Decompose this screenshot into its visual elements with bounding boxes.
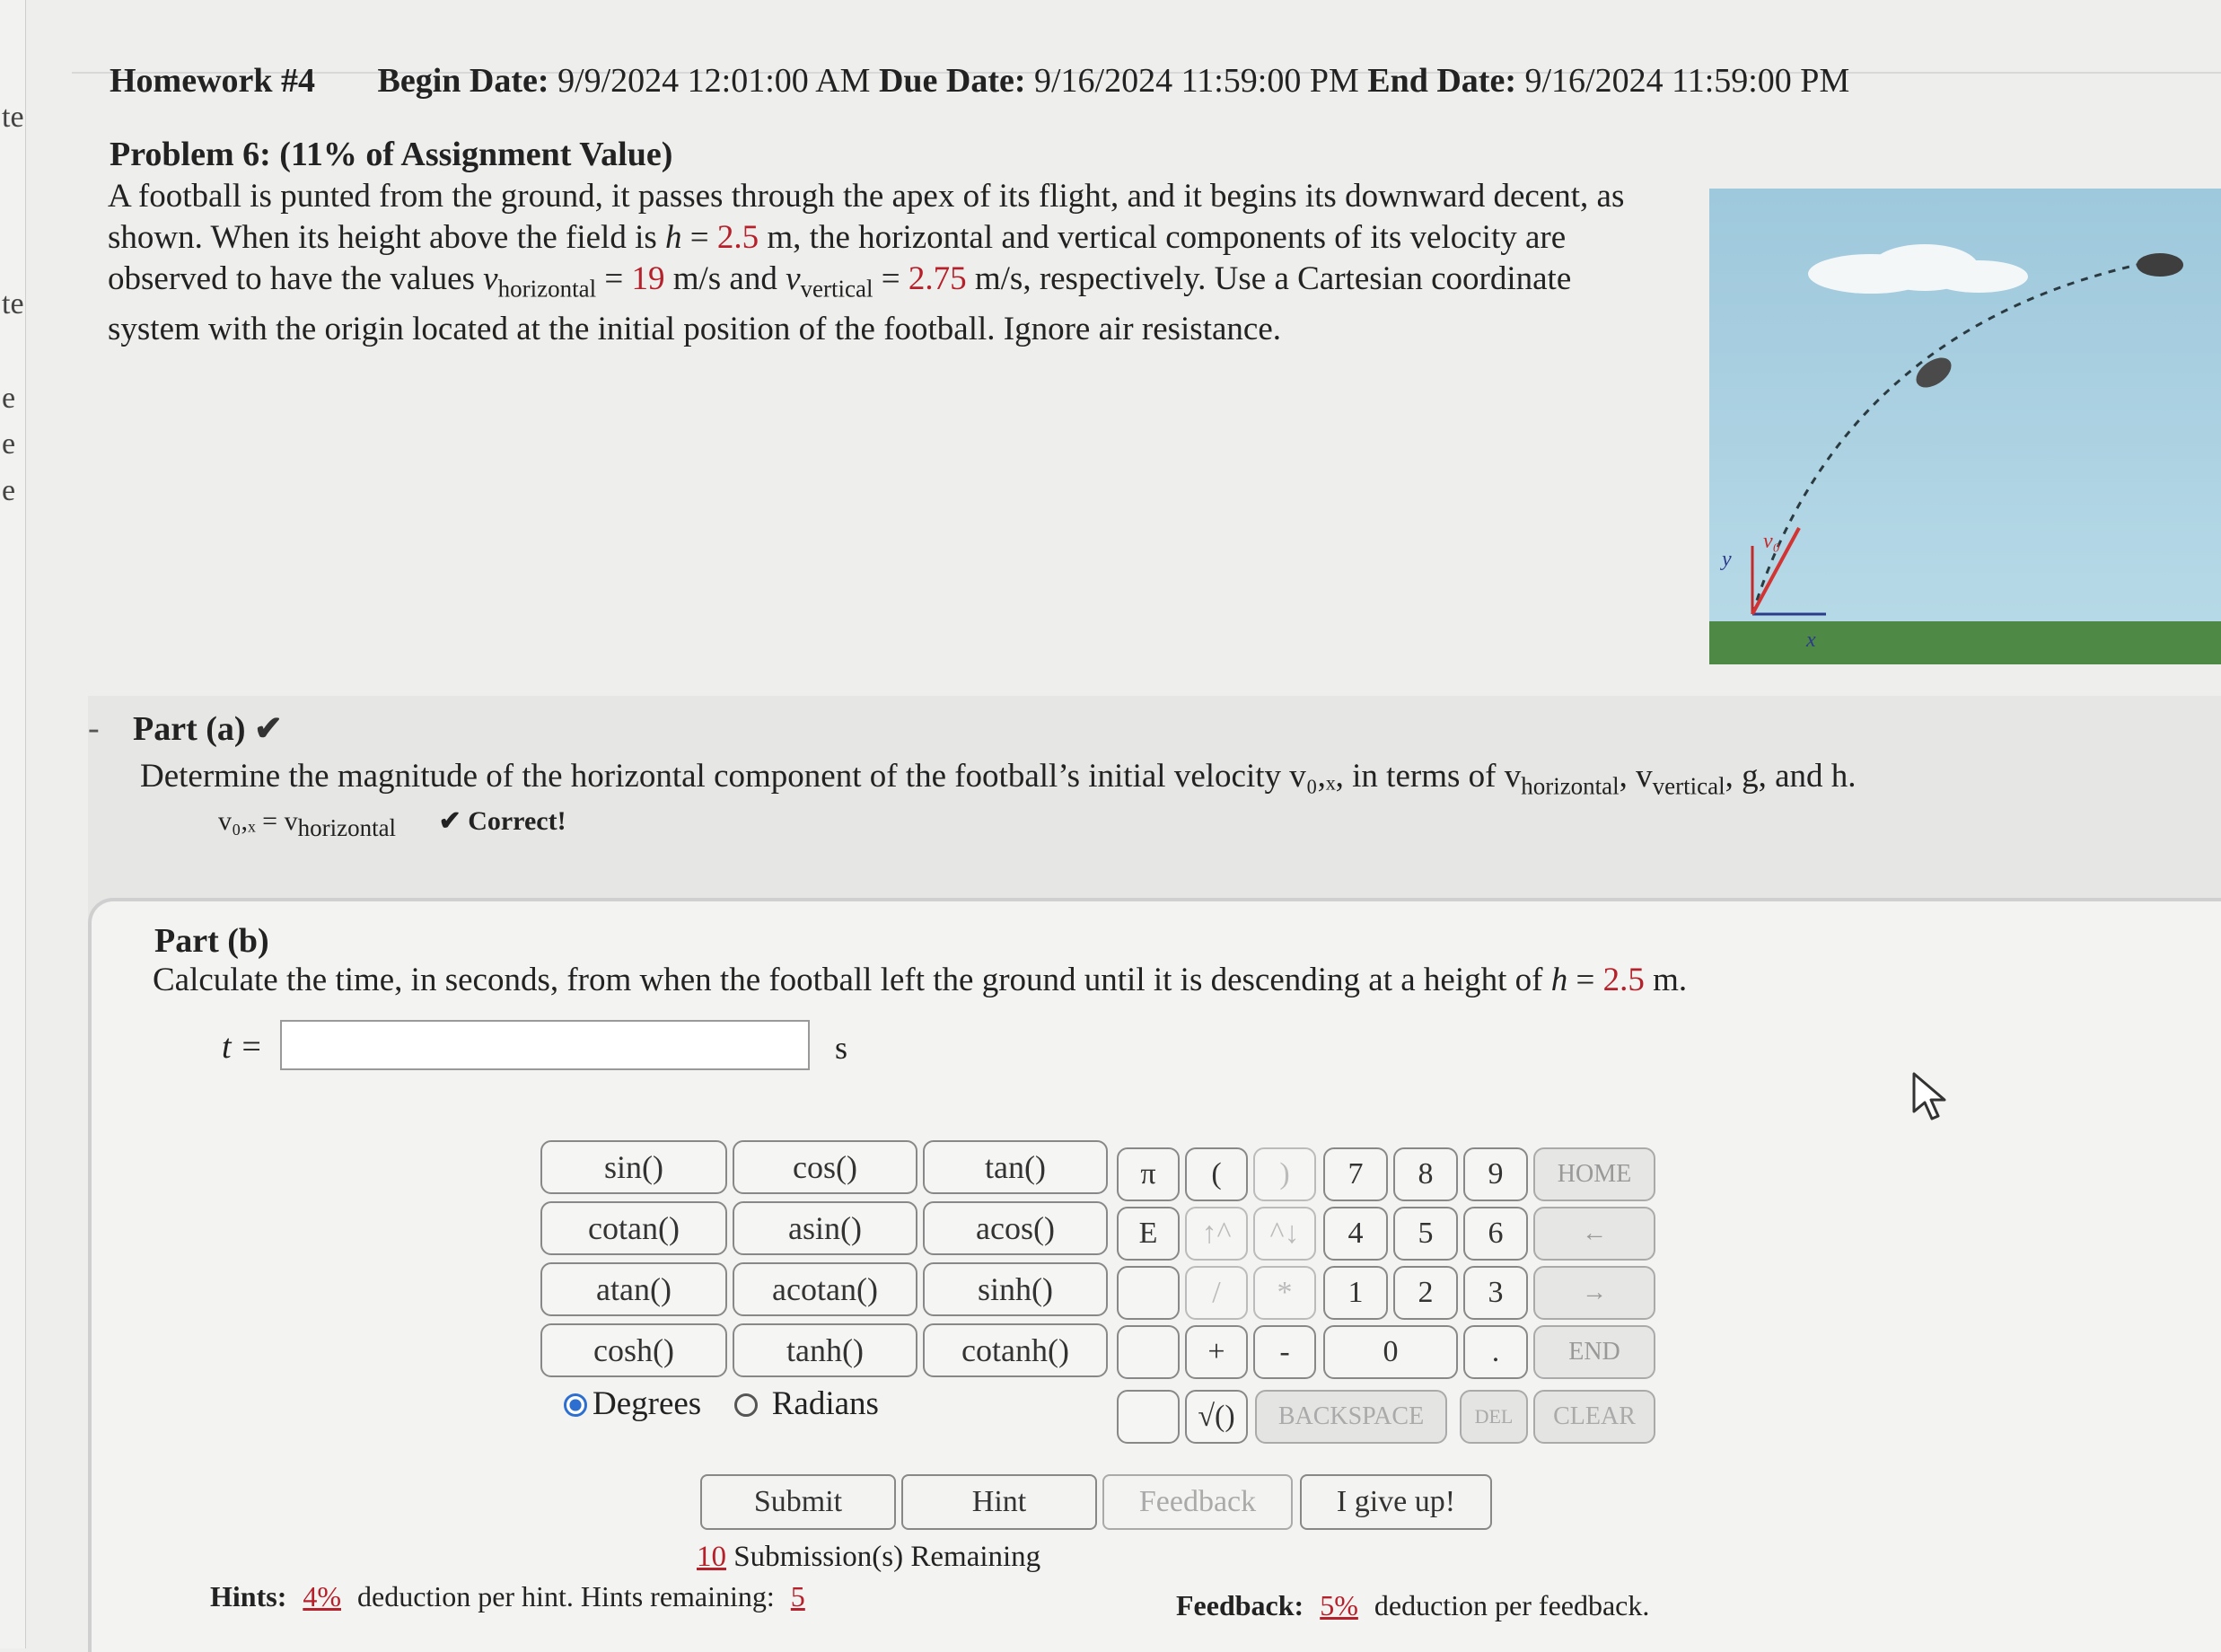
part-a-panel [88,696,2221,920]
trajectory-diagram [1709,189,2221,664]
tanh-button[interactable]: tanh() [733,1323,917,1377]
angle-mode [564,1384,879,1423]
digit-8-key[interactable]: 8 [1393,1147,1458,1201]
problem-statement: A football is punted from the ground, it passes through the apex of its flight, and it begins its downward decent, as shown. When its height above the field is h = 2.5 m, the horizontal and vertical components of its velocity are observed to have the values $v_{horizontal} = 19$ m/s and $v_{vertical} = 2.75$ m/s, respectively. Use a Cartesian coordinate system with the origin located at the initial position of the football. Ignore air resistance. [108,178,1625,348]
home-key[interactable]: HOME [1533,1147,1655,1201]
checkmark-icon: ✔ [254,710,283,748]
end-key[interactable]: END [1533,1325,1655,1379]
end-date-value: 9/16/2024 11:59:00 PM [1524,62,1850,100]
hint-deduction: 4% [303,1580,341,1612]
plus-key[interactable]: + [1185,1325,1248,1379]
football-trajectory-figure [1709,189,2221,664]
submissions-remaining: 10 Submission(s) Remaining [697,1541,1041,1573]
give-up-button[interactable]: I give up! [1300,1474,1492,1530]
football-icon [2137,253,2183,277]
decimal-key[interactable]: . [1463,1325,1528,1379]
arrow-right-key[interactable]: → [1533,1266,1655,1320]
part-a-question: Determine the magnitude of the horizontal component of the football’s initial velocity v₀,ₓ, in terms of $v_{horizontal}$, $v_{vertical}$, g, and h. [140,758,1857,800]
left-paren-key[interactable]: ( [1185,1147,1248,1201]
part-a-title: Part (a) ✔ [133,710,283,748]
blank-key[interactable] [1117,1390,1180,1444]
part-b-title: Part (b) [154,922,269,960]
backspace-key[interactable]: BACKSPACE [1255,1390,1447,1444]
acos-button[interactable]: acos() [923,1201,1108,1255]
end-date-label: End Date: [1367,62,1516,100]
v0-label: v₀ [1763,530,1780,553]
digit-4-key[interactable]: 4 [1323,1207,1388,1261]
arrow-left-key[interactable]: ← [1533,1207,1655,1261]
begin-date-label: Begin Date: [377,62,549,100]
hints-info: Hints: 4% deduction per hint. Hints remaining: 5 [210,1580,814,1613]
due-date-label: Due Date: [878,62,1026,100]
trajectory-path [1752,260,2158,614]
asin-button[interactable]: asin() [733,1201,917,1255]
sidebar-letter: te [2,287,24,321]
radio-unselected-icon[interactable] [734,1393,758,1417]
x-axis-label: x [1806,628,1816,652]
digit-2-key[interactable]: 2 [1393,1266,1458,1320]
homework-title: Homework #4 [110,62,316,100]
answer-input[interactable] [280,1020,810,1070]
collapse-toggle[interactable]: - [88,709,100,747]
hints-remaining: 5 [790,1580,805,1612]
feedback-button[interactable]: Feedback [1102,1474,1293,1530]
sinh-button[interactable]: sinh() [923,1262,1108,1316]
tan-button[interactable]: tan() [923,1140,1108,1194]
right-paren-key[interactable]: ) [1253,1147,1316,1201]
atan-button[interactable]: atan() [540,1262,727,1316]
digit-5-key[interactable]: 5 [1393,1207,1458,1261]
digit-7-key[interactable]: 7 [1323,1147,1388,1201]
submit-button[interactable]: Submit [700,1474,896,1530]
problem-title: Problem 6: (11% of Assignment Value) [110,136,673,173]
sidebar-letter: e [2,474,16,507]
radians-option[interactable]: Radians [734,1385,878,1422]
football-icon [1911,352,1957,394]
part-a-answer: $v_0,_x = v_{horizontal}$ ✔ Correct! [218,806,566,841]
blank-key[interactable] [1117,1266,1180,1320]
sqrt-key[interactable]: √() [1185,1390,1248,1444]
left-sidebar [0,0,26,1648]
degrees-option[interactable]: Degrees [564,1385,701,1422]
unit-label: s [835,1030,848,1066]
digit-0-key[interactable]: 0 [1323,1325,1458,1379]
sin-button[interactable]: sin() [540,1140,727,1194]
due-date-value: 9/16/2024 11:59:00 PM [1034,62,1359,100]
begin-date-value: 9/9/2024 12:01:00 AM [557,62,871,100]
cotanh-button[interactable]: cotanh() [923,1323,1108,1377]
pi-key[interactable]: π [1117,1147,1180,1201]
digit-3-key[interactable]: 3 [1463,1266,1528,1320]
exponent-key[interactable]: E [1117,1207,1180,1261]
multiply-key[interactable]: * [1253,1266,1316,1320]
ground [1709,621,2221,664]
divide-key[interactable]: / [1185,1266,1248,1320]
vvertical-value: 2.75 [908,260,967,297]
power-down-key[interactable]: ^↓ [1253,1207,1316,1261]
delete-key[interactable]: DEL [1460,1390,1528,1444]
sidebar-letter: te [2,101,24,134]
assignment-header [110,61,1849,101]
radio-selected-icon[interactable] [564,1393,587,1417]
digit-9-key[interactable]: 9 [1463,1147,1528,1201]
hint-button[interactable]: Hint [901,1474,1097,1530]
cos-button[interactable]: cos() [733,1140,917,1194]
sidebar-letter: e [2,382,16,415]
cloud [1929,260,2028,293]
mouse-pointer-icon [1910,1070,1955,1124]
feedback-info: Feedback: 5% deduction per feedback. [1176,1589,1650,1621]
digit-1-key[interactable]: 1 [1323,1266,1388,1320]
vhorizontal-value: 19 [631,260,665,297]
acotan-button[interactable]: acotan() [733,1262,917,1316]
y-axis-label: y [1722,548,1732,571]
t-label: t = [222,1028,263,1066]
blank-key[interactable] [1117,1325,1180,1379]
correct-badge: ✔ Correct! [438,806,566,836]
height-value: 2.5 [716,219,759,256]
power-up-key[interactable]: ↑^ [1185,1207,1248,1261]
minus-key[interactable]: - [1253,1325,1316,1379]
clear-key[interactable]: CLEAR [1533,1390,1655,1444]
cotan-button[interactable]: cotan() [540,1201,727,1255]
digit-6-key[interactable]: 6 [1463,1207,1528,1261]
feedback-deduction: 5% [1320,1589,1358,1621]
cosh-button[interactable]: cosh() [540,1323,727,1377]
sidebar-letter: e [2,427,16,461]
part-b-question: Calculate the time, in seconds, from when the football left the ground until it is descending at a height of h = 2.5 m. [153,962,1688,998]
submissions-count: 10 [697,1541,726,1573]
